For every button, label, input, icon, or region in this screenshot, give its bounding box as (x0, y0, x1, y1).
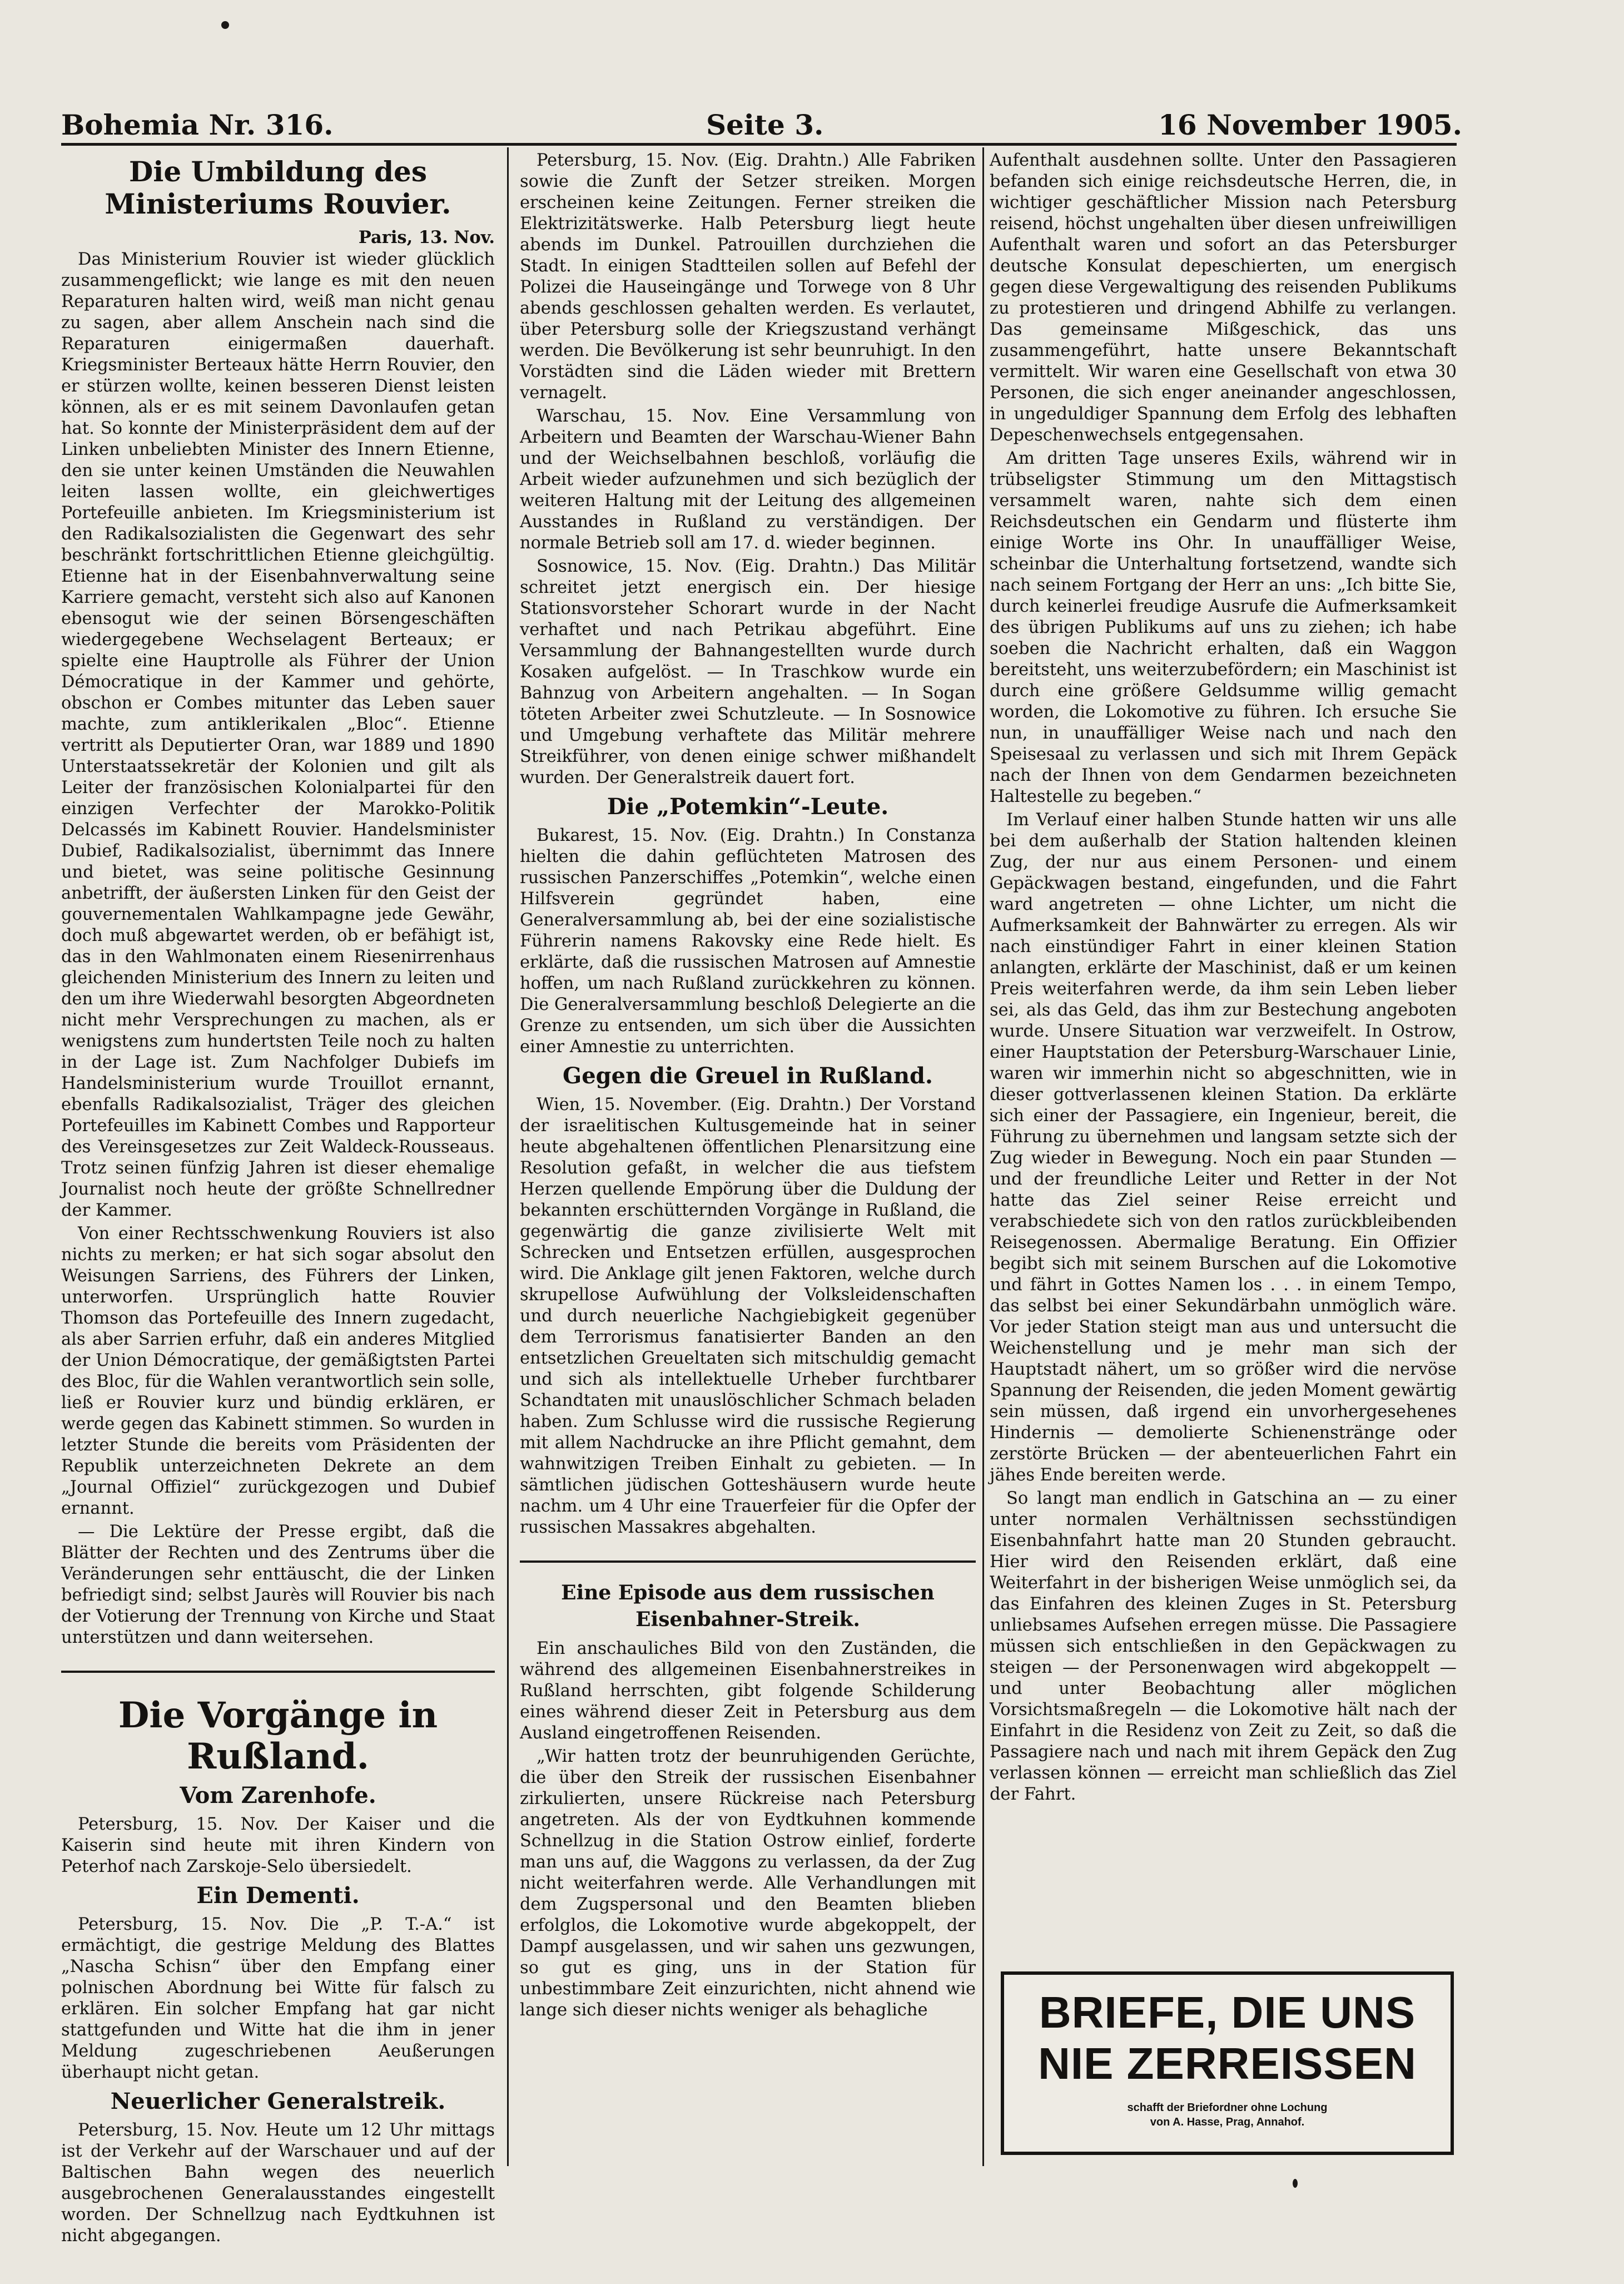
section-subtitle: Ein Dementi. (196, 1882, 360, 1909)
paragraph: Petersburg, 15. Nov. (Eig. Drahtn.) Alle Fabriken sowie die Zunft der Setzer streiken. Morgen erscheinen keine Zeitungen. Ferner streiken die Elektrizitätswerke. Halb Petersburg liegt heute abends im Dunkel. Patrouillen durchziehen die Stadt. In einigen Stadtteilen sollen auf Befehl der Polizei die Hauseingänge und Torwege von 8 Uhr abends geschlossen gehalten werden. Es verlautet, über Petersburg solle der Kriegszustand verhängt werden. Die Bevölkerung ist sehr beunruhigt. In den Vorstädten sind die Läden wieder mit Brettern vernagelt. (520, 151, 976, 403)
section-subtitle: Die „Potemkin“-Leute. (607, 794, 889, 820)
section-subtitle: Neuerlicher Generalstreik. (110, 2088, 446, 2114)
ad-fineprint-1: schafft der Briefordner ohne Lochung (1127, 2102, 1328, 2114)
column-2 (520, 150, 976, 2163)
paragraph: Warschau, 15. Nov. Eine Versammlung von Arbeitern und Beamten der Warschau-Wiener Bahn und der Weichselbahnen beschloß, vorläufig die Arbeit wieder aufzunehmen und sich bezüglich der weiteren Haltung mit der Leitung des allgemeinen Ausstandes in Rußland zu verständigen. Der normale Betrieb soll am 17. d. wieder beginnen. (520, 407, 976, 553)
paragraph: Aufenthalt ausdehnen sollte. Unter den Passagieren befanden sich einige reichsdeutsche Herren, die, in wichtiger geschäftlicher Mission nach Petersburg reisend, höchst ungehalten über diesen unfreiwilligen Aufenthalt waren und sofort an das Petersburger deutsche Konsulat depeschierten, um energisch gegen diese Vergewaltigung des reisenden Publikums zu protestieren und dringend Abhilfe zu verlangen. Das gemeinsame Mißgeschick, das uns zusammengeführt, hatte unsere Bekanntschaft vermittelt. Wir waren eine Gesellschaft von etwa 30 Personen, die sich enger aneinander angeschlossen, in ungeduldiger Spannung dem Erfolg des lebhaften Depeschenwechsels entgegensahen. (990, 151, 1457, 445)
paragraph: Petersburg, 15. Nov. Der Kaiser und die Kaiserin sind heute mit ihren Kindern von Peterhof nach Zarskoje-Selo übersiedelt. (61, 1815, 495, 1876)
paragraph: Petersburg, 15. Nov. Die „P. T.-A.“ ist ermächtigt, die gestrige Meldung des Blattes „Nascha Schisn“ über den Empfang einer polnischen Abordnung bei Witte für falsch zu erklären. Ein solcher Empfang hat gar nicht stattgefunden und Witte hat die ihm in jener Meldung zugeschriebenen Aeußerungen überhaupt nicht getan. (61, 1915, 495, 2082)
paragraph: Am dritten Tage unseres Exils, während wir in trübseligster Stimmung um den Mittagstisch versammelt waren, nahte sich dem einen Reichsdeutschen ein Gendarm und flüsterte ihm einige Worte ins Ohr. In unauffälliger Weise, scheinbar die Unterhaltung fortsetzend, wandte sich nach seinem Fortgang der Herr an uns: „Ich bitte Sie, durch keinerlei freudige Ausrufe die Aufmerksamkeit des übrigen Publikums auf uns zu ziehen; ich habe soeben die Nachricht erhalten, daß ein Waggon bereitsteht, uns weiterzubefördern; ein Maschinist ist durch eine größere Geldsumme willig gemacht worden, die Lokomotive zu führen. Ich ersuche Sie nun, in unauffälliger Weise nach und nach den Speisesaal zu verlassen und sich mit Ihrem Gepäck nach der Ihnen von dem Gendarmen bezeichneten Haltestelle zu begeben.“ (990, 449, 1457, 806)
paragraph: „Wir hatten trotz der beunruhigenden Gerüchte, die über den Streik der russischen Eisenbahner zirkulierten, unsere Rückreise nach Petersburg angetreten. Als der von Eydtkuhnen kommende Schnellzug in die Station Ostrow einlief, forderte man uns auf, die Waggons zu verlassen, da der Zug nicht weiterfahren werde. Alle Verhandlungen mit dem Zugspersonal und den Beamten blieben erfolglos, die Lokomotive wurde abgekoppelt, der Dampf ausgelassen, und wir sahen uns gezwungen, so gut es ging, uns in der Station für unbestimmbare Zeit einzurichten, nicht ahnend wie lange sich dieser nichts weniger als behagliche (520, 1747, 976, 2020)
paragraph: Von einer Rechtsschwenkung Rouviers ist also nichts zu merken; er hat sich sogar absolut den Weisungen Sarriens, des Führers der Linken, unterworfen. Ursprünglich hatte Rouvier Thomson das Portefeuille des Innern zugedacht, als aber Sarrien erfuhr, daß ein anderes Mitglied der Union Démocratique, der gemäßigtsten Partei des Bloc, für die Wahlen verantwortlich sein solle, ließ er Rouvier kurz und bündig erklären, er werde gegen das Kabinett stimmen. So wurden in letzter Stunde die bereits vom Präsidenten der Republik unterzeichneten Dekrete an dem „Journal Offiziel“ zurückgezogen und Dubief ernannt. (61, 1224, 495, 1518)
header-page: Seite 3. (706, 108, 824, 141)
article-divider (520, 1560, 976, 1563)
article-title: Die Vorgänge in Rußland. (118, 1695, 438, 1777)
column-rule (982, 147, 984, 2166)
ad-headline-line-1: BRIEFE, DIE UNS (1039, 1988, 1416, 2037)
paragraph: Sosnowice, 15. Nov. (Eig. Drahtn.) Das Militär schreitet jetzt energisch ein. Der hiesige Stationsvorsteher Schorart wurde in der Nacht verhaftet und nach Petrikau abgeführt. Eine Versammlung der Bahnangestellten wurde durch Kosaken aufgelöst. — In Traschkow wurde ein Bahnzug von Arbeitern angehalten. — In Sogan töteten Arbeiter zwei Schutzleute. — In Sosnowice und Umgebung verhaftete das Militär mehrere Streikführer, von denen einige schwer mißhandelt wurden. Der Generalstreik dauert fort. (520, 557, 976, 787)
paragraph: Im Verlauf einer halben Stunde hatten wir uns alle bei dem außerhalb der Station haltenden kleinen Zug, der nur aus einem Personen- und einem Gepäckwagen bestand, eingefunden, und die Fahrt ward angetreten — ohne Lichter, um nicht die Aufmerksamkeit der Bahnwärter zu erregen. Als wir nach einstündiger Fahrt in einer kleinen Station anlangten, erklärte der Maschinist, daß er um keinen Preis weiterfahren werde, da ihm sein Leben lieber sei, als das Geld, das ihm zur Bestechung angeboten wurde. Unsere Situation war verzweifelt. In Ostrow, einer Hauptstation der Petersburg-Warschauer Linie, waren wir immerhin nicht so abgeschnitten, wie in dieser gottverlassenen kleinen Station. Da erklärte sich einer der Passagiere, ein Ingenieur, bereit, die Führung zu übernehmen und langsam setzte sich der Zug wieder in Bewegung. Noch ein paar Stunden — und der freundliche Leiter und Retter in der Not hatte das Ziel seiner Reise erreicht und verabschiedete sich von den ratlos zurückbleibenden Reisegenossen. Abermalige Beratung. Ein Offizier begibt sich mit seinem Burschen auf die Lokomotive und fährt in Gottes Namen los . . . in einem Tempo, das selbst bei einer Sekundärbahn unmöglich wäre. Vor jeder Station steigt man aus und untersucht die Weichenstellung und je mehr man sich der Hauptstadt nähert, um so größer wird die nervöse Spannung der Reisenden, die jeden Moment gewärtig sein müssen, daß irgend ein unvorhergesehenes Hindernis — demolierte Schienenstränge oder zerstörte Brücken — der abenteuerlichen Fahrt ein jähes Ende bereiten werde. (990, 810, 1457, 1485)
paragraph: So langt man endlich in Gatschina an — zu einer unter normalen Verhältnissen sechsstündigen Eisenbahnfahrt hatte man 20 Stunden gebraucht. Hier wird den Reisenden erklärt, daß eine Weiterfahrt in der bisherigen Weise unmöglich sei, da das Einfahren des kleinen Zuges in St. Petersburg unliebsames Aufsehen erregen müsse. Die Passagiere müssen sich entschließen in den Gepäckwagen zu steigen — der Personenwagen wird abgekoppelt — und unter Beobachtung aller möglichen Vorsichtsmaßregeln — die Lokomotive hält nach der Einfahrt in die Residenz von Zeit zu Zeit, so daß die Passagiere nach und nach mit ihrem Gepäck den Zug verlassen können — erreicht man schließlich das Ziel der Fahrt. (990, 1489, 1457, 1804)
dateline: Paris, 13. Nov. (358, 227, 495, 247)
column-3 (990, 150, 1457, 1980)
column-rule (507, 147, 509, 2166)
section-subtitle: Vom Zarenhofe. (180, 1782, 376, 1809)
article-title: Die Umbildung des Ministeriums Rouvier. (105, 155, 451, 220)
paragraph: Das Ministerium Rouvier ist wieder glücklich zusammengeflickt; wie lange es mit den neuen Reparaturen halten wird, weiß man nicht genau zu sagen, aber allem Anschein nach sind die Reparaturen einigermaßen dauerhaft. Kriegsminister Berteaux hätte Herrn Rouvier, den er stürzen wollte, keinen besseren Dienst leisten können, als er es mit seinem Davonlaufen getan hat. So konnte der Ministerpräsident dem auf der Linken unbeliebten Minister des Innern Etienne, den sie unter keinen Umständen die Neuwahlen leiten lassen wollte, ein gleichwertiges Portefeuille anbieten. Im Kriegsministerium ist den Radikalsozialisten die Gegenwart des sehr beschränkt fortschrittlichen Etienne gleichgültig. Etienne hat in der Eisenbahnverwaltung seine Karriere gemacht, versteht sich also auf Kanonen ebensogut wie der seinen Börsengeschäften wiedergegebene Wechselagent Berteaux; er spielte eine Hauptrolle als Führer der Union Démocratique in der Kammer und gehörte, obschon er Combes mitunter das Leben sauer machte, zum antiklerikalen „Bloc“. Etienne vertritt als Deputierter Oran, war 1889 und 1890 Unterstaatssekretär der Kolonien und gilt als Leiter der französischen Kolonialpartei für den einzigen Verfechter der Marokko-Politik Delcassés im Kabinett Rouvier. Handelsminister Dubief, Radikalsozialist, übernimmt das Innere und bietet, was seine politische Gesinnung anbetrifft, der äußersten Linken für den Geist der gouvernementalen Wahlkampagne jede Gewähr, doch muß abgewartet werden, ob er befähigt ist, das in den Wahlmonaten einem Riesenirrenhaus gleichenden Ministerium des Innern zu leiten und den um ihre Wiederwahl besorgten Abgeordneten nicht mehr Versprechungen zu machen, als er wenigstens zum hundertsten Teile noch zu halten in der Lage ist. Zum Nachfolger Dubiefs im Handelsministerium wurde Trouillot ernannt, ebenfalls Radikalsozialist, Träger des gleichen Portefeuilles im Kabinett Combes und Rapporteur des Vereinsgesetzes zur Zeit Waldeck-Rousseaus. Trotz seinen fünfzig Jahren ist dieser ehemalige Journalist noch heute der größte Schnellredner der Kammer. (61, 250, 495, 1220)
column-1 (61, 150, 495, 2246)
ad-fineprint-2: von A. Hasse, Prag, Annahof. (1150, 2116, 1305, 2128)
paragraph: — Die Lektüre der Presse ergibt, daß die Blätter der Rechten und des Zentrums über die Veränderungen sehr enttäuscht, die der Linken befriedigt sind; selbst Jaurès will Rouvier bis nach der Votierung der Trennung von Kirche und Staat unterstützen und dann weitersehen. (61, 1522, 495, 1647)
ink-speck (221, 21, 229, 29)
paragraph: Petersburg, 15. Nov. Heute um 12 Uhr mittags ist der Verkehr auf der Warschauer und auf der Baltischen Bahn wegen des neuerlich ausgebrochenen Generalausstandes eingestellt worden. Der Schnellzug nach Eydtkuhnen ist nicht abgegangen. (61, 2120, 495, 2246)
article-divider (61, 1671, 495, 1673)
paragraph: Bukarest, 15. Nov. (Eig. Drahtn.) In Constanza hielten die dahin geflüchteten Matrosen des russischen Panzerschiffes „Potemkin“, welche einen Hilfsverein gegründet haben, eine Generalversammlung ab, bei der eine sozialistische Führerin namens Rakovsky eine Rede hielt. Es erklärte, daß die russischen Matrosen auf Amnestie hoffen, um nach Rußland zurückkehren zu können. Die Generalversammlung beschloß Delegierte an die Grenze zu entsenden, um sich über die Aussichten einer Amnestie zu unterrichten. (520, 826, 976, 1057)
paragraph: Wien, 15. November. (Eig. Drahtn.) Der Vorstand der israelitischen Kultusgemeinde hat in seiner heute abgehaltenen öffentlichen Plenarsitzung eine Resolution gefaßt, in welcher die aus tiefstem Herzen quellende Empörung über die Duldung der bekannten erschütternden Vorgänge in Rußland, die gegenwärtig die ganze zivilisierte Welt mit Schrecken und Entsetzen erfüllen, ausgesprochen wird. Die Anklage gilt jenen Faktoren, welche durch skrupellose Aufwühlung der Volksleidenschaften und durch neuerliche Nachgiebigkeit gegenüber dem Terrorismus fanatisierter Banden an den entsetzlichen Greueltaten sich mitschuldig gemacht und sich als intellektuelle Urheber furchtbarer Schandtaten mit unauslöschlicher Schmach beladen haben. Zum Schlusse wird die russische Regierung mit allem Nachdrucke an ihre Pflicht gemahnt, dem wahnwitzigen Treiben Einhalt zu gebieten. — In sämtlichen jüdischen Gotteshäusern wurde heute nachm. um 4 Uhr eine Trauerfeier für die Opfer der russischen Massakres abgehalten. (520, 1095, 976, 1537)
header-issue: Bohemia Nr. 316. (61, 108, 334, 141)
advertisement-box (1001, 1971, 1454, 2155)
section-subtitle: Gegen die Greuel in Rußland. (563, 1063, 933, 1089)
article-title: Eine Episode aus dem russischen Eisenbahner-Streik. (561, 1581, 935, 1631)
ad-headline-line-2: NIE ZERREISSEN (1038, 2039, 1417, 2088)
header-date: 16 November 1905. (1158, 108, 1462, 141)
page-header (61, 108, 1462, 142)
paragraph: Ein anschauliches Bild von den Zuständen, die während des allgemeinen Eisenbahnerstreikes in Rußland herrschten, gibt folgende Schilderung eines während dieser Zeit in Petersburg aus dem Ausland eingetroffenen Reisenden. (520, 1639, 976, 1743)
ink-speck (1293, 2179, 1298, 2188)
header-rule (61, 143, 1457, 146)
